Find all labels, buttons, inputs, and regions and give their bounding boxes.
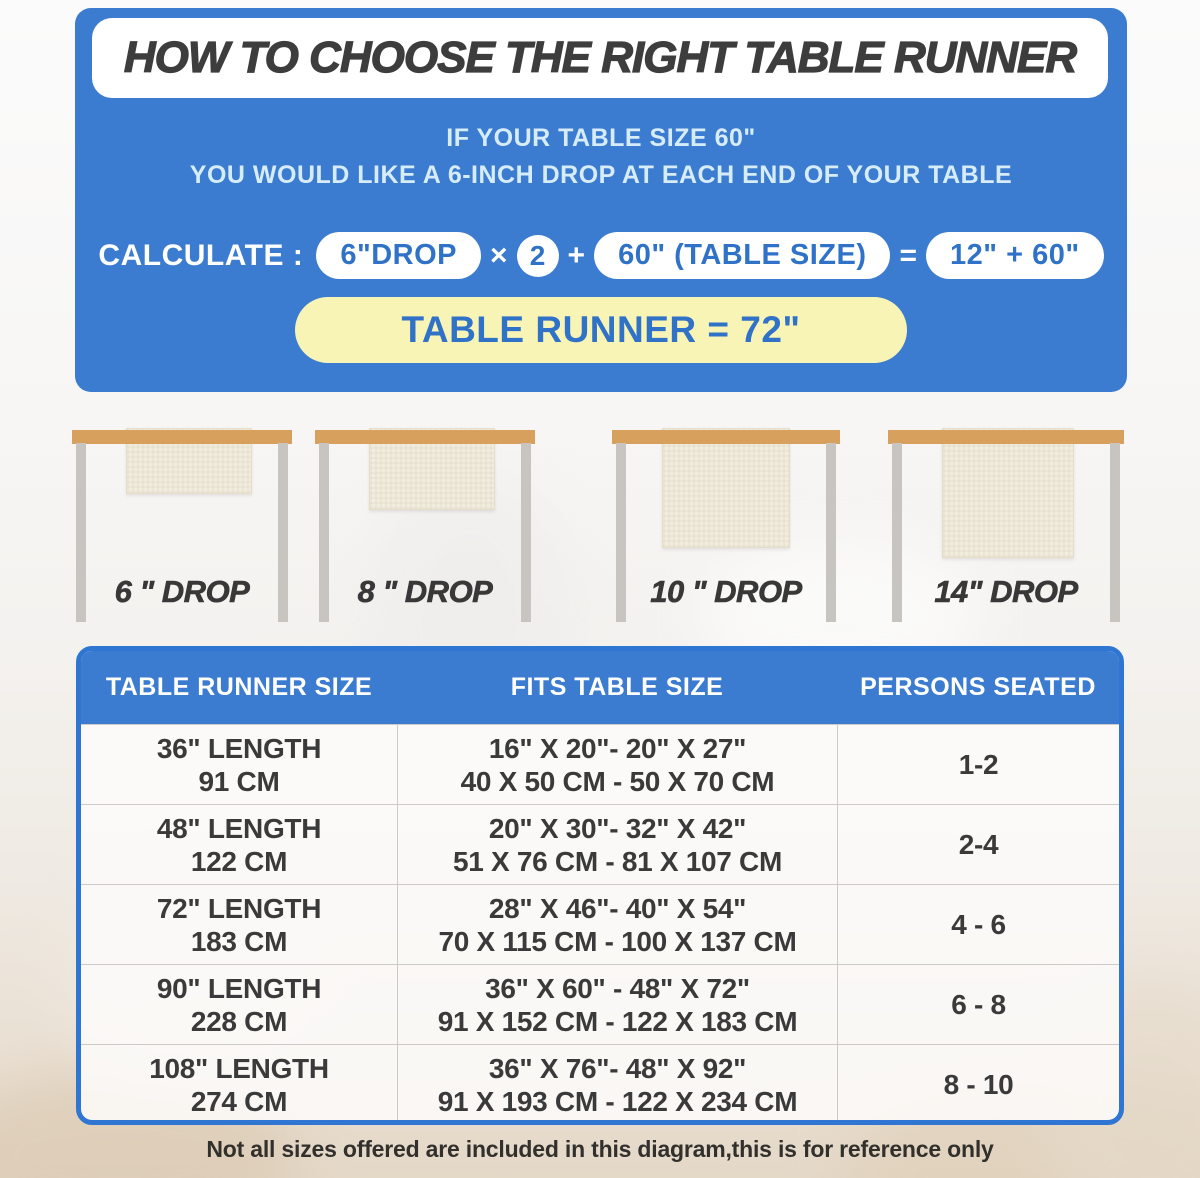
- table-row: [81, 804, 1119, 884]
- fits-table-size-cell: [397, 885, 837, 964]
- runner-size-cell: [81, 805, 397, 884]
- persons-seated-cell: [837, 1045, 1119, 1124]
- tabletop-graphic: [315, 430, 535, 444]
- drop-label: 6 " DROP: [114, 574, 250, 609]
- persons-seated-cell: [837, 805, 1119, 884]
- result-text: TABLE RUNNER = 72": [401, 309, 801, 350]
- table-row: [81, 964, 1119, 1044]
- fits-table-size-cell: [397, 805, 837, 884]
- persons-value: 1-2: [958, 749, 999, 780]
- persons-seated-cell: [837, 965, 1119, 1044]
- table-row: [81, 724, 1119, 804]
- runner-size-cm: 274 CM: [190, 1085, 288, 1117]
- runner-size-cm: 228 CM: [190, 1005, 288, 1037]
- runner-size-inches: 108" LENGTH: [149, 1052, 329, 1084]
- column-header-fits-table-size: FITS TABLE SIZE: [510, 673, 724, 701]
- drop-operand-pill: 6"DROP: [316, 232, 481, 279]
- column-header-persons-seated: PERSONS SEATED: [860, 673, 1096, 701]
- sum-pill: 12" + 60": [926, 232, 1104, 279]
- persons-seated-cell: [837, 725, 1119, 804]
- page-title: HOW TO CHOOSE THE RIGHT TABLE RUNNER: [123, 33, 1077, 82]
- subtitle-line-1: IF YOUR TABLE SIZE 60": [446, 124, 756, 152]
- persons-seated-cell: [837, 885, 1119, 964]
- disclaimer-note: Not all sizes offered are included in this diagram,this is for reference only: [206, 1136, 994, 1162]
- fits-size-cm: 70 X 115 CM - 100 X 137 CM: [438, 925, 797, 957]
- runner-size-cell: [81, 1045, 397, 1124]
- size-chart: [76, 646, 1124, 1125]
- runner-size-inches: 48" LENGTH: [156, 812, 322, 844]
- table-row: [81, 884, 1119, 964]
- fits-table-size-cell: [397, 1045, 837, 1124]
- drop-example-6in: [72, 430, 292, 622]
- fits-table-size-cell: [397, 725, 837, 804]
- multiply-operator: ×: [490, 238, 508, 272]
- runner-size-cell: [81, 725, 397, 804]
- plus-operator: +: [567, 238, 586, 272]
- runner-size-inches: 90" LENGTH: [156, 972, 322, 1004]
- runner-size-cm: 122 CM: [190, 845, 288, 877]
- runner-size-cm: 183 CM: [190, 925, 288, 957]
- tabletop-graphic: [612, 430, 840, 444]
- fits-size-cm: 51 X 76 CM - 81 X 107 CM: [453, 845, 782, 877]
- table-row: [81, 1044, 1119, 1124]
- fits-size-inches: 36" X 60" - 48" X 72": [485, 972, 750, 1004]
- fits-size-inches: 28" X 46"- 40" X 54": [488, 892, 747, 924]
- result-pill: [295, 297, 907, 363]
- fits-size-cm: 91 X 193 CM - 122 X 234 CM: [437, 1085, 798, 1117]
- column-header-runner-size: TABLE RUNNER SIZE: [105, 673, 373, 701]
- calculate-label: CALCULATE :: [98, 238, 304, 272]
- persons-value: 6 - 8: [951, 989, 1006, 1020]
- tabletop-graphic: [72, 430, 292, 444]
- fits-size-cm: 40 X 50 CM - 50 X 70 CM: [460, 765, 775, 797]
- multiplier-circle: 2: [517, 235, 559, 277]
- runner-size-inches: 36" LENGTH: [156, 732, 322, 764]
- fits-size-inches: 20" X 30"- 32" X 42": [488, 812, 747, 844]
- calculation-row: [75, 232, 1127, 279]
- drop-label: 14" DROP: [934, 574, 1078, 609]
- equals-operator: =: [899, 238, 918, 272]
- persons-value: 2-4: [958, 829, 999, 860]
- drop-example-10in: [612, 430, 840, 622]
- fits-table-size-cell: [397, 965, 837, 1044]
- runner-size-cell: [81, 965, 397, 1044]
- persons-value: 4 - 6: [951, 909, 1006, 940]
- persons-value: 8 - 10: [943, 1069, 1014, 1100]
- drop-label: 10 " DROP: [650, 574, 802, 609]
- drop-label: 8 " DROP: [357, 574, 493, 609]
- drop-example-8in: [315, 430, 535, 622]
- tabletop-graphic: [888, 430, 1124, 444]
- runner-size-cm: 91 CM: [198, 765, 280, 797]
- table-runner-graphic: [662, 428, 790, 548]
- size-chart-header: [81, 651, 1119, 724]
- table-runner-graphic: [942, 428, 1074, 558]
- title-banner: [92, 18, 1108, 98]
- subtitle: [75, 120, 1127, 194]
- table-size-pill: 60" (TABLE SIZE): [594, 232, 890, 279]
- subtitle-line-2: YOU WOULD LIKE A 6-INCH DROP AT EACH END OF YOUR TABLE: [189, 161, 1013, 189]
- fits-size-inches: 16" X 20"- 20" X 27": [488, 732, 747, 764]
- runner-size-inches: 72" LENGTH: [156, 892, 322, 924]
- hero-panel: [75, 8, 1127, 392]
- fits-size-cm: 91 X 152 CM - 122 X 183 CM: [437, 1005, 798, 1037]
- fits-size-inches: 36" X 76"- 48" X 92": [488, 1052, 747, 1084]
- drop-example-14in: [888, 430, 1124, 622]
- runner-size-cell: [81, 885, 397, 964]
